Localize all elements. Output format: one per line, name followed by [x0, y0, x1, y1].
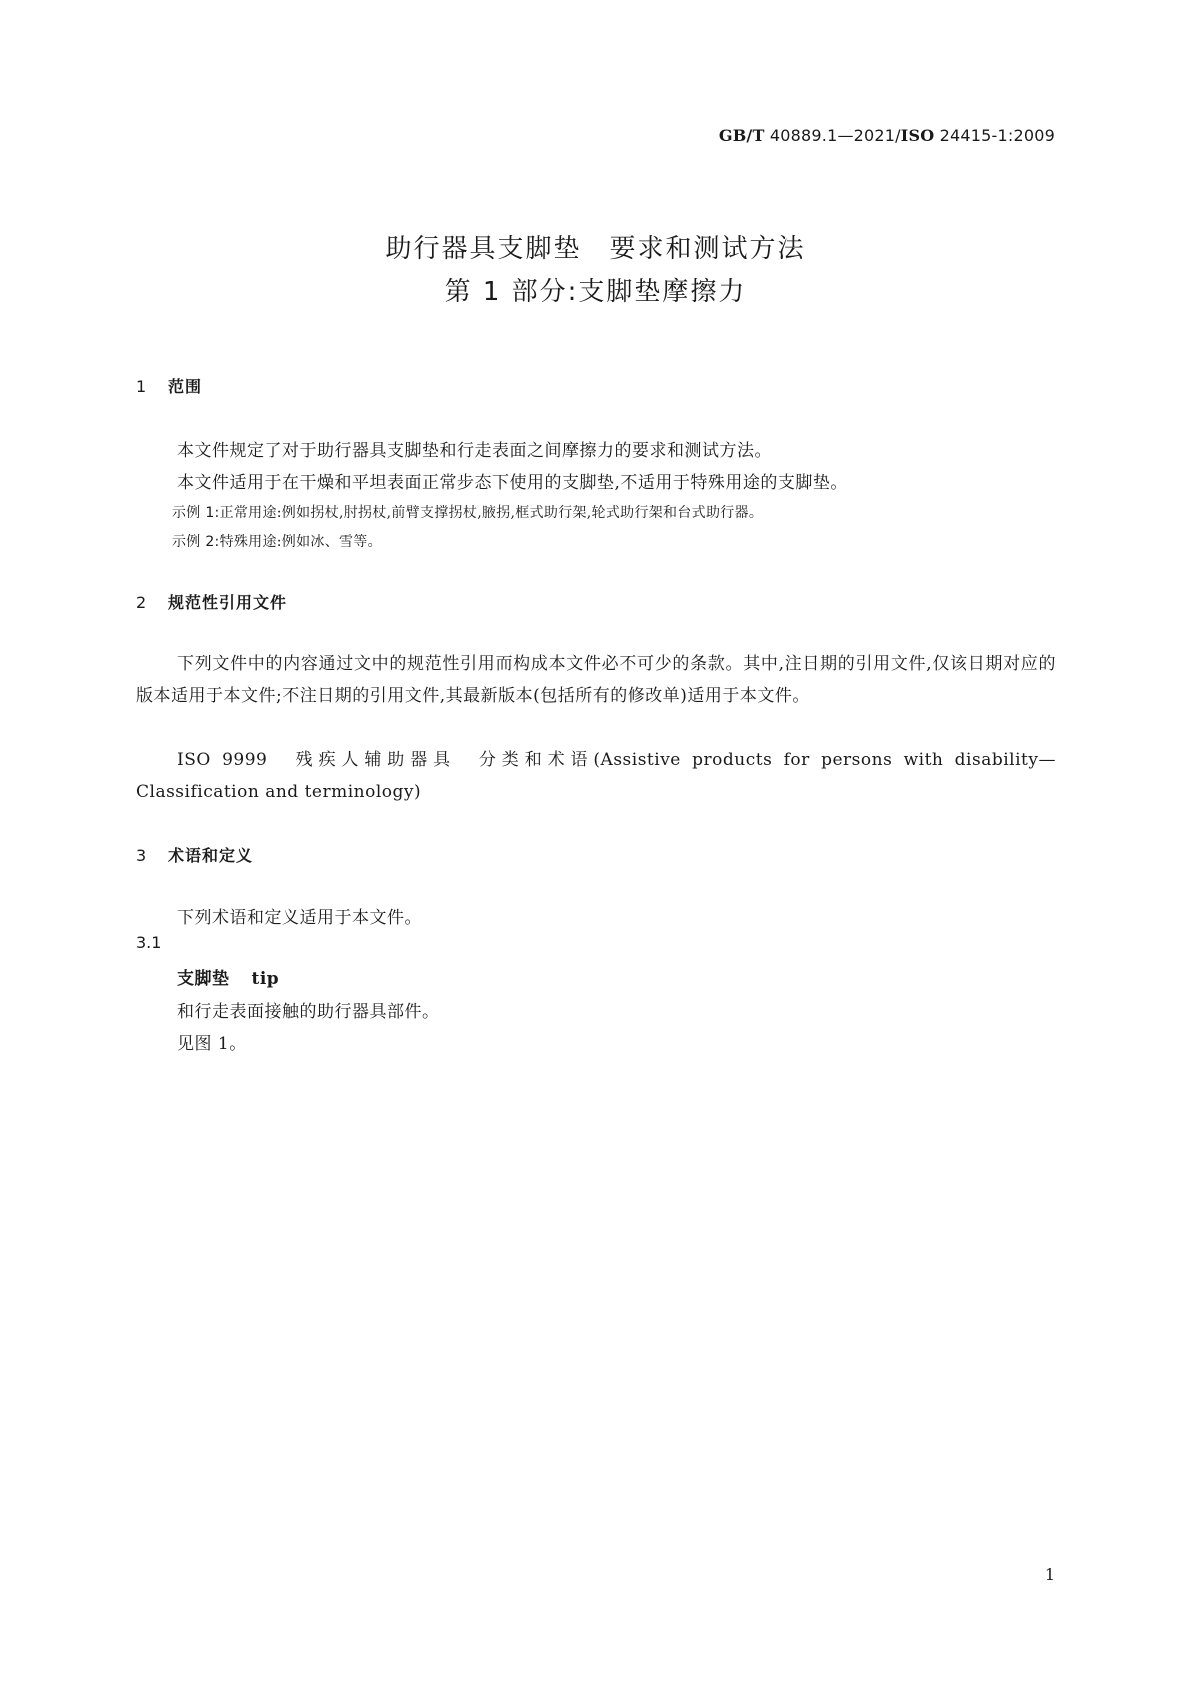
standard-gb-prefix: GB/T: [718, 126, 765, 145]
section-3-title: 术语和定义: [168, 846, 254, 865]
section-1-heading: [136, 374, 202, 397]
standard-gb-number: 40889.1—2021/: [764, 126, 901, 145]
term-note: 见图 1。: [177, 1034, 247, 1054]
standard-iso-number: 24415-1:2009: [934, 126, 1055, 145]
section-1-number: 1: [136, 377, 148, 396]
term-chinese: 支脚垫: [177, 969, 230, 989]
term-entry: [177, 964, 279, 989]
example-1: [172, 502, 763, 522]
section-2-paragraph-1: 下列文件中的内容通过文中的规范性引用而构成本文件必不可少的条款。其中,注日期的引用文件,仅该日期对应的版本适用于本文件;不注日期的引用文件,其最新版本(包括所有的修改单)适用于本文件。: [136, 654, 1056, 706]
section-2-heading: [136, 590, 287, 613]
section-1-title: 范围: [168, 377, 203, 396]
term-english: tip: [251, 969, 280, 989]
example-1-text: 正常用途:例如拐杖,肘拐杖,前臂支撑拐杖,腋拐,框式助行架,轮式助行架和台式助行器。: [219, 505, 764, 521]
document-subtitle: 第 1 部分:支脚垫摩擦力: [444, 277, 747, 307]
standard-iso-prefix: ISO: [900, 126, 935, 145]
clause-3-1-number: 3.1: [136, 933, 162, 952]
section-2-number: 2: [136, 593, 148, 612]
standard-number: [719, 126, 1055, 145]
term-definition: 和行走表面接触的助行器具部件。: [177, 1002, 440, 1022]
section-3-paragraph-1: 下列术语和定义适用于本文件。: [177, 908, 422, 928]
example-2-text: 特殊用途:例如冰、雪等。: [219, 534, 382, 550]
example-2-label: 示例 2:: [172, 534, 220, 550]
section-3-heading: [136, 843, 253, 866]
example-1-label: 示例 1:: [172, 505, 220, 521]
section-2-reference-iso9999: ISO 9999 残疾人辅助器具 分类和术语(Assistive products for persons with disability—Classification and terminology): [136, 750, 1056, 802]
document-title: 助行器具支脚垫 要求和测试方法: [385, 234, 806, 264]
section-1-paragraph-2: 本文件适用于在干燥和平坦表面正常步态下使用的支脚垫,不适用于特殊用途的支脚垫。: [177, 473, 848, 493]
example-2: [172, 531, 382, 551]
section-2-title: 规范性引用文件: [168, 593, 288, 612]
page-number: 1: [1044, 1565, 1055, 1584]
section-1-paragraph-1: 本文件规定了对于助行器具支脚垫和行走表面之间摩擦力的要求和测试方法。: [177, 441, 772, 461]
section-3-number: 3: [136, 846, 148, 865]
